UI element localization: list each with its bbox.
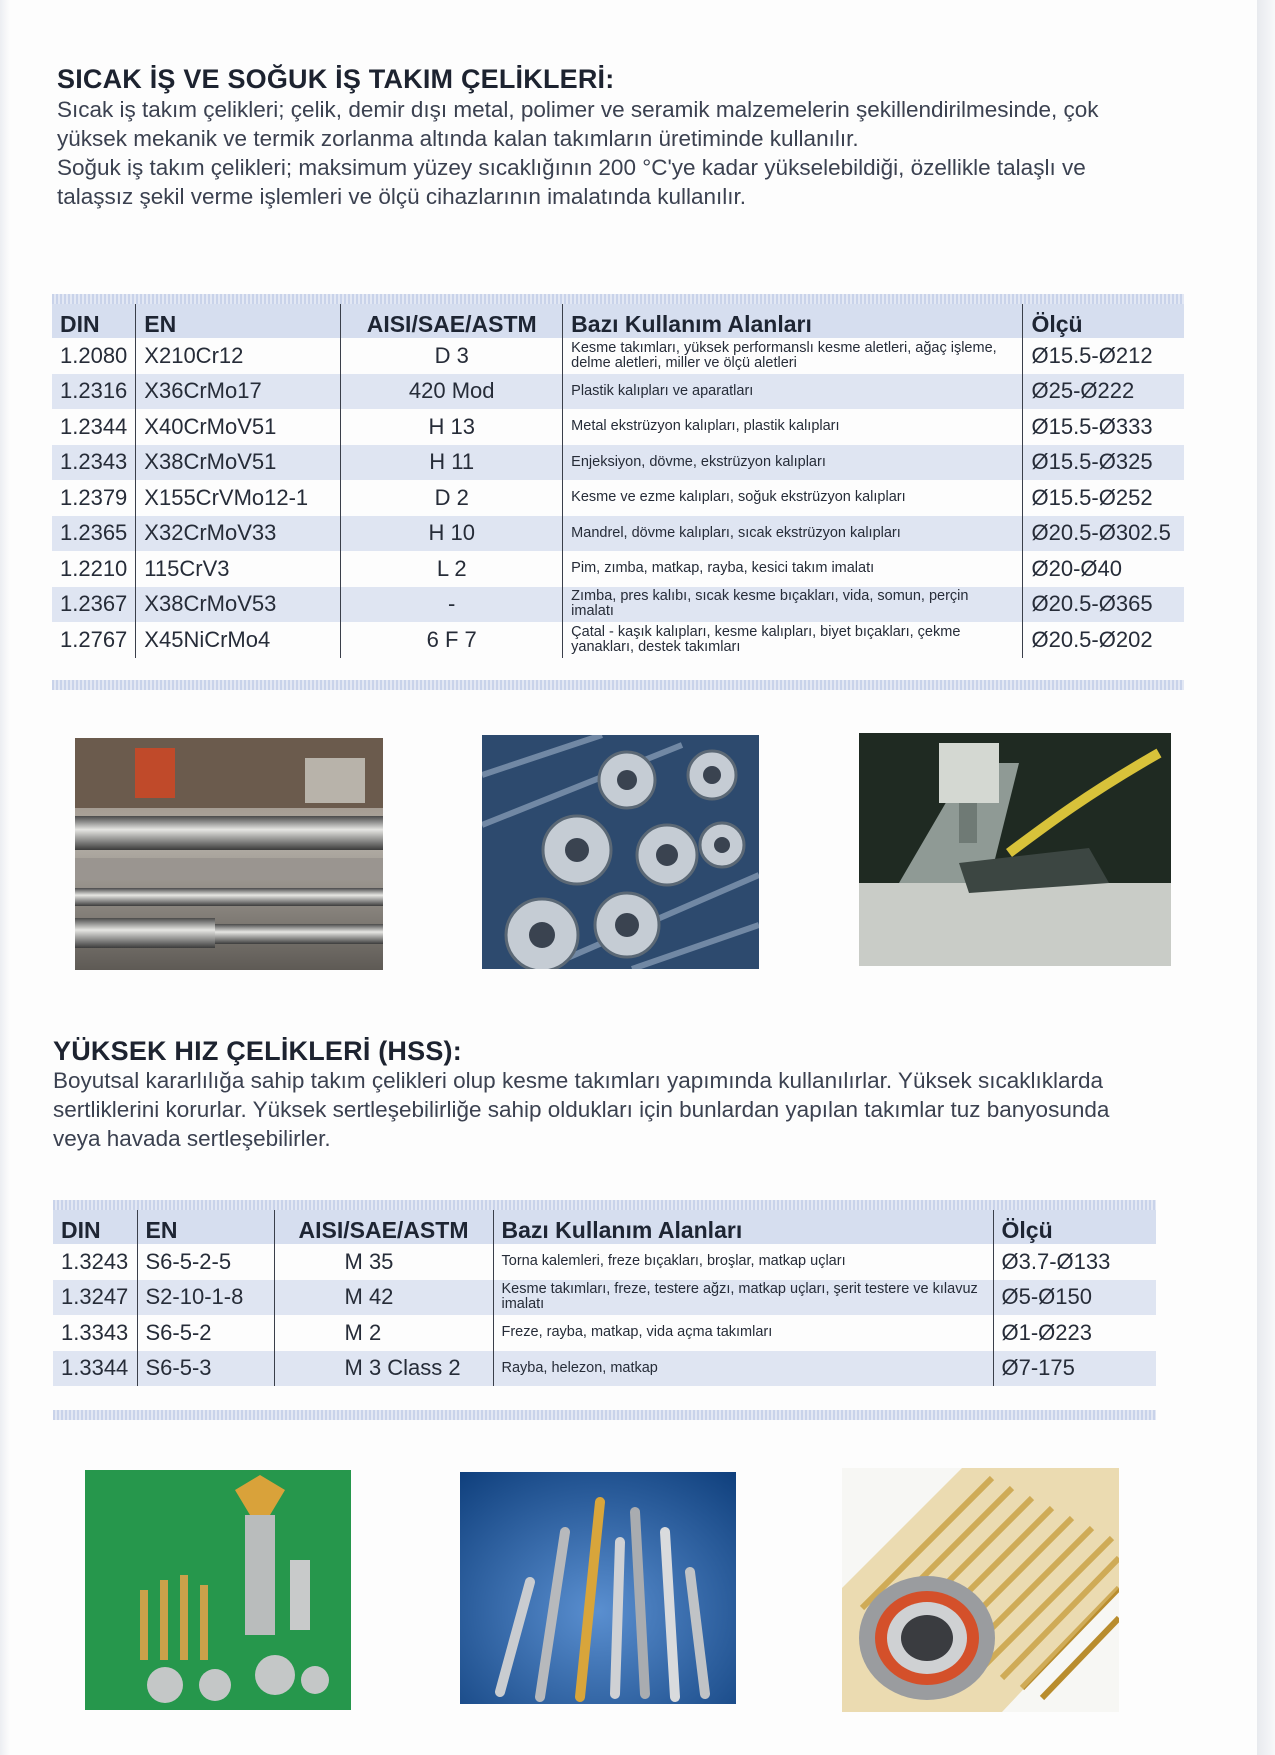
table-row: [53, 1315, 1156, 1351]
table1-header-din: DIN: [52, 304, 136, 338]
cell-use: Torna kalemleri, freze bıçakları, broşlar, matkap uçları: [493, 1244, 993, 1280]
cell-din: 1.3243: [61, 1248, 129, 1274]
table1-header-row: [52, 304, 1184, 338]
cell-use: Freze, rayba, matkap, vida açma takımları: [493, 1315, 993, 1351]
gear-hob-photo: [842, 1468, 1119, 1712]
cell-use: Enjeksiyon, dövme, ekstrüzyon kalıpları: [563, 445, 1023, 481]
cell-aisi: H 10: [341, 516, 563, 552]
cell-size: Ø7-175: [993, 1351, 1156, 1387]
cell-din: 1.2344: [60, 413, 128, 439]
table1-header-aisi: AISI/SAE/ASTM: [341, 304, 563, 338]
cell-aisi: -: [341, 587, 563, 623]
cell-en: S2-10-1-8: [137, 1280, 274, 1316]
table-row: [52, 516, 1184, 552]
cell-en: 115CrV3: [136, 551, 341, 587]
table-row: [52, 374, 1184, 410]
cell-en: S6-5-2: [137, 1315, 274, 1351]
table1: [52, 304, 1184, 658]
table1-header-en: EN: [136, 304, 341, 338]
cell-din: 1.2210: [60, 555, 128, 581]
table-row: [52, 551, 1184, 587]
cell-use: Rayba, helezon, matkap: [493, 1351, 993, 1387]
table-row: [52, 480, 1184, 516]
cell-aisi: H 11: [341, 445, 563, 481]
cell-size: Ø20.5-Ø365: [1023, 587, 1184, 623]
page-edge-left: [0, 0, 10, 1755]
cell-en: X40CrMoV51: [136, 409, 341, 445]
cell-aisi: D 3: [341, 338, 563, 374]
table2-header-size: Ölçü: [993, 1210, 1156, 1244]
cell-en: X38CrMoV51: [136, 445, 341, 481]
table2: [53, 1210, 1156, 1386]
table1-bottom-band: [52, 680, 1184, 690]
cell-en: X38CrMoV53: [136, 587, 341, 623]
cell-aisi: M 3 Class 2: [274, 1351, 493, 1387]
cell-en: X155CrVMo12-1: [136, 480, 341, 516]
cell-size: Ø15.5-Ø212: [1023, 338, 1184, 374]
cell-din: 1.2379: [60, 484, 128, 510]
table-row: [52, 587, 1184, 623]
table1-header-use: Bazı Kullanım Alanları: [563, 304, 1023, 338]
cell-din: 1.2343: [52, 445, 136, 481]
cell-din: 1.3343: [61, 1319, 129, 1345]
section1-paragraph2: Soğuk iş takım çelikleri; maksimum yüzey sıcaklığının 200 °C'ye kadar yükselebildiği, özellikle talaşlı ve talaşsız şekil verme işlemleri ve ölçü cihazlarının imalatında kullanılır.: [57, 155, 1086, 209]
cell-use: Plastik kalıpları ve aparatları: [563, 374, 1023, 410]
table-row: [52, 338, 1184, 374]
threading-dies-photo: [482, 735, 759, 969]
cell-en: X210Cr12: [136, 338, 341, 374]
table2-bottom-band: [53, 1410, 1156, 1420]
table-row: [52, 409, 1184, 445]
table2-header-en: EN: [137, 1210, 274, 1244]
table1-header-size: Ölçü: [1023, 304, 1184, 338]
table-row: [53, 1244, 1156, 1280]
cell-size: Ø15.5-Ø333: [1023, 409, 1184, 445]
lathe-shaft-photo: [75, 738, 383, 970]
cell-din: 1.2367: [52, 587, 136, 623]
cell-din: 1.2767: [60, 626, 128, 652]
table2-top-band: [53, 1200, 1156, 1210]
cell-aisi: 420 Mod: [341, 374, 563, 410]
cell-size: Ø1-Ø223: [993, 1315, 1156, 1351]
cell-din: 1.2316: [52, 374, 136, 410]
table-row: [52, 622, 1184, 658]
cnc-milling-photo: [859, 733, 1171, 966]
cell-size: Ø20-Ø40: [1023, 551, 1184, 587]
cell-use: Mandrel, dövme kalıpları, sıcak ekstrüzyon kalıpları: [563, 516, 1023, 552]
cell-din: 1.2080: [60, 342, 128, 368]
cell-size: Ø15.5-Ø252: [1023, 480, 1184, 516]
cell-use: Kesme takımları, freze, testere ağzı, matkap uçları, şerit testere ve kılavuz imalatı: [493, 1280, 993, 1316]
table2-header-use: Bazı Kullanım Alanları: [493, 1210, 993, 1244]
cell-en: X45NiCrMo4: [136, 622, 341, 658]
section2-text: [53, 1066, 1113, 1153]
cell-en: X36CrMo17: [136, 374, 341, 410]
section1-paragraph1: Sıcak iş takım çelikleri; çelik, demir dışı metal, polimer ve seramik malzemelerin şekillendirilmesinde, çok yüksek mekanik ve termik zorlanma altında kalan takımların üretiminde kullanılır.: [57, 97, 1099, 151]
cell-aisi: D 2: [341, 480, 563, 516]
cell-aisi: M 35: [274, 1244, 493, 1280]
section2-title: YÜKSEK HIZ ÇELİKLERİ (HSS):: [53, 1036, 462, 1066]
table-row: [53, 1351, 1156, 1387]
cell-size: Ø3.7-Ø133: [993, 1244, 1156, 1280]
drill-bits-photo: [460, 1472, 736, 1704]
cell-use: Çatal - kaşık kalıpları, kesme kalıpları, biyet bıçakları, çekme yanakları, destek takımları: [563, 622, 1023, 658]
cell-size: Ø15.5-Ø325: [1023, 445, 1184, 481]
table-row: [52, 445, 1184, 481]
page-edge-right: [1257, 0, 1275, 1755]
cell-use: Kesme takımları, yüksek performanslı kesme aletleri, ağaç işleme, delme aletleri, miller ve ölçü aletleri: [563, 338, 1023, 374]
table2-header-aisi: AISI/SAE/ASTM: [274, 1210, 493, 1244]
cell-aisi: H 13: [341, 409, 563, 445]
countersink-tools-photo: [85, 1470, 351, 1710]
cell-aisi: 6 F 7: [341, 622, 563, 658]
section1-title: SICAK İŞ VE SOĞUK İŞ TAKIM ÇELİKLERİ:: [57, 64, 615, 94]
cell-en: S6-5-2-5: [137, 1244, 274, 1280]
cell-use: Kesme ve ezme kalıpları, soğuk ekstrüzyon kalıpları: [563, 480, 1023, 516]
cell-size: Ø20.5-Ø302.5: [1023, 516, 1184, 552]
cell-din: 1.3247: [53, 1280, 137, 1316]
cell-use: Zımba, pres kalıbı, sıcak kesme bıçakları, vida, somun, perçin imalatı: [563, 587, 1023, 623]
cell-aisi: L 2: [341, 551, 563, 587]
cell-en: X32CrMoV33: [136, 516, 341, 552]
table2-header-din: DIN: [53, 1210, 137, 1244]
cell-size: Ø20.5-Ø202: [1023, 622, 1184, 658]
table2-header-row: [53, 1210, 1156, 1244]
cell-din: 1.2365: [52, 516, 136, 552]
cell-size: Ø5-Ø150: [993, 1280, 1156, 1316]
cell-use: Pim, zımba, matkap, rayba, kesici takım imalatı: [563, 551, 1023, 587]
cell-din: 1.3344: [53, 1351, 137, 1387]
cell-en: S6-5-3: [137, 1351, 274, 1387]
cell-size: Ø25-Ø222: [1023, 374, 1184, 410]
table-row: [53, 1280, 1156, 1316]
table1-top-band: [52, 294, 1184, 304]
cell-use: Metal ekstrüzyon kalıpları, plastik kalıpları: [563, 409, 1023, 445]
section2-paragraph1: Boyutsal kararlılığa sahip takım çelikleri olup kesme takımları yapımında kullanılırlar. Yüksek sıcaklıklarda sertliklerini korurlar. Yüksek sertleşebilirliğe sahip oldukları için bunlardan yapılan takımlar tuz banyosunda veya havada sertleşebilirler.: [53, 1068, 1110, 1151]
section1-text: [57, 95, 1117, 211]
cell-aisi: M 42: [274, 1280, 493, 1316]
cell-aisi: M 2: [274, 1315, 493, 1351]
